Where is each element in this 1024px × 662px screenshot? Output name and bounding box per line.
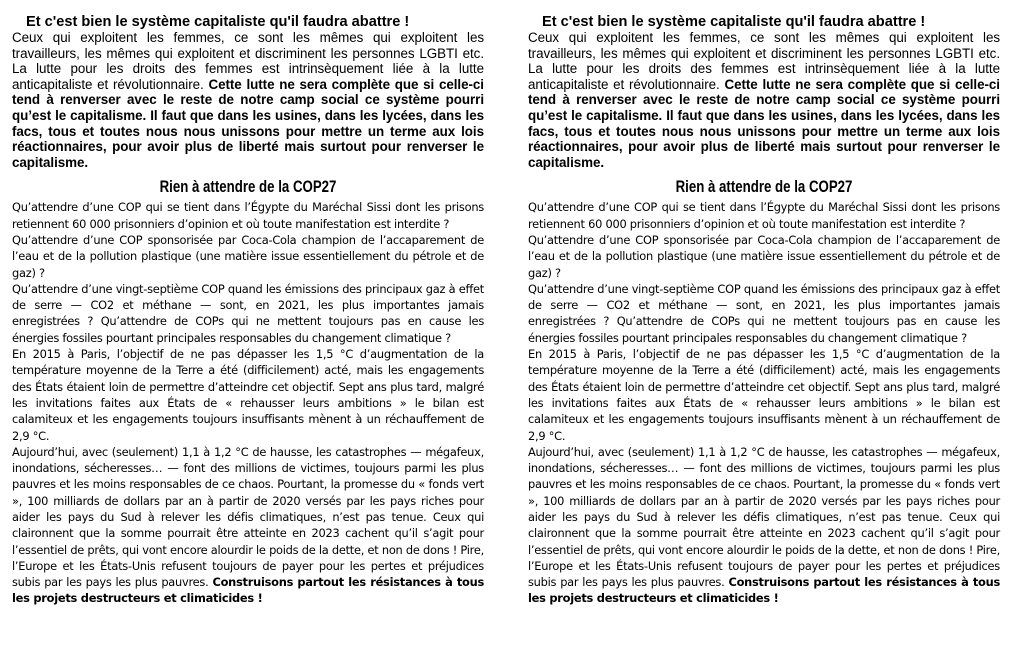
paragraph-final <box>528 444 1000 607</box>
final-text-plain: Aujourd’hui, avec (seulement) 1,1 à 1,2 °C de hausse, les catastrophes — mégafeux, inondations, sécheresses… — font des millions de victimes, toujours parmi les plus pauvres et les moins responsables de ce chaos. Pourtant, la promesse du « fonds vert », 100 milliards de dollars par an à partir de 2020 versés par les pays riches pour aider les pays du Sud à relever les défis climatiques, n’est pas tenue. Ceux qui claironnent que la somme pourrait être atteinte en 2023 cachent qu’il s’agit pour l’essentiel de prêts, qui vont encore alourdir le poids de la dette, et non de dons ! Pire, l’Europe et les États-Unis refusent toujours de payer pour les pertes et préjudices subis par les pays les plus pauvres. <box>12 444 484 590</box>
body-text-bold: Cette lutte ne sera complète que si celle-ci tend à renverser avec le reste de notre camp social ce système pourri qu’est le capitalisme. Il faut que dans les usines, dans les lycées, dans les facs, tous et toutes nous nous unissons pour mettre un terme aux lois réactionnaires, pour avoir plus de liberté mais surtout pour renverser le capitalisme. <box>528 76 1000 170</box>
section-body-capitalism <box>12 30 484 170</box>
section-title-capitalism: Et c'est bien le système capitaliste qu'il faudra abattre ! <box>542 14 926 30</box>
paragraph: Qu’attendre d’une COP sponsorisée par Coca-Cola champion de l’accaparement de l’eau et de la pollution plastique (une matière issue essentiellement du pétrole et de gaz) ? <box>12 232 484 280</box>
body-text-plain: Ceux qui exploitent les femmes, ce sont les mêmes qui exploitent les travailleurs, les mêmes qui exploitent et discriminent les personnes LGBTI etc. La lutte pour les droits des femmes est intrinsèquement liée à la lutte anticapitaliste et révolutionnaire. <box>528 30 1000 92</box>
leaflet-column-left <box>12 14 484 607</box>
section-cop27 <box>12 177 484 606</box>
section-body-cop27 <box>528 199 1000 606</box>
body-text-bold: Cette lutte ne sera complète que si celle-ci tend à renverser avec le reste de notre camp social ce système pourri qu’est le capitalisme. Il faut que dans les usines, dans les lycées, dans les facs, tous et toutes nous nous unissons pour mettre un terme aux lois réactionnaires, pour avoir plus de liberté mais surtout pour renverser le capitalisme. <box>12 76 484 170</box>
section-title-cop27: Rien à attendre de la COP27 <box>159 177 337 197</box>
section-body-capitalism <box>528 30 1000 170</box>
final-text-bold: Construisons partout les résistances à tous les projets destructeurs et climaticides ! <box>12 575 484 606</box>
paragraph: En 2015 à Paris, l’objectif de ne pas dépasser les 1,5 °C d’augmentation de la température moyenne de la Terre a été (difficilement) acté, mais les engagements des États étaient loin de permettre d’atteindre cet objectif. Sept ans plus tard, malgré les invitations faites aux États de « rehausser leurs ambitions » le bilan est calamiteux et les engagements toujours insuffisants mènent à un réchauffement de 2,9 °C. <box>12 347 484 443</box>
paragraph: Qu’attendre d’une vingt-septième COP quand les émissions des principaux gaz à effet de serre — CO2 et méthane — sont, en 2021, les plus importantes jamais enregistrées ? Qu’attendre de COPs qui ne mettent toujours pas en cause les énergies fossiles pourtant principales responsables du changement climatique ? <box>12 281 484 345</box>
paragraph: Qu’attendre d’une vingt-septième COP quand les émissions des principaux gaz à effet de serre — CO2 et méthane — sont, en 2021, les plus importantes jamais enregistrées ? Qu’attendre de COPs qui ne mettent toujours pas en cause les énergies fossiles pourtant principales responsables du changement climatique ? <box>528 281 1000 345</box>
paragraph-final <box>12 444 484 607</box>
paragraph: Qu’attendre d’une COP qui se tient dans l’Égypte du Maréchal Sissi dont les prisons retiennent 60 000 prisonniers d’opinion et où toute manifestation est interdite ? <box>12 200 484 231</box>
body-text-plain: Ceux qui exploitent les femmes, ce sont les mêmes qui exploitent les travailleurs, les mêmes qui exploitent et discriminent les personnes LGBTI etc. La lutte pour les droits des femmes est intrinsèquement liée à la lutte anticapitaliste et révolutionnaire. <box>12 30 484 92</box>
section-body-cop27 <box>12 199 484 606</box>
final-text-plain: Aujourd’hui, avec (seulement) 1,1 à 1,2 °C de hausse, les catastrophes — mégafeux, inondations, sécheresses… — font des millions de victimes, toujours parmi les plus pauvres et les moins responsables de ce chaos. Pourtant, la promesse du « fonds vert », 100 milliards de dollars par an à partir de 2020 versés par les pays riches pour aider les pays du Sud à relever les défis climatiques, n’est pas tenue. Ceux qui claironnent que la somme pourrait être atteinte en 2023 cachent qu’il s’agit pour l’essentiel de prêts, qui vont encore alourdir le poids de la dette, et non de dons ! Pire, l’Europe et les États-Unis refusent toujours de payer pour les pertes et préjudices subis par les pays les plus pauvres. <box>528 444 1000 590</box>
paragraph: Qu’attendre d’une COP qui se tient dans l’Égypte du Maréchal Sissi dont les prisons retiennent 60 000 prisonniers d’opinion et où toute manifestation est interdite ? <box>528 200 1000 231</box>
section-capitalism <box>12 14 484 170</box>
section-title-capitalism: Et c'est bien le système capitaliste qu'il faudra abattre ! <box>26 14 410 30</box>
final-text-bold: Construisons partout les résistances à tous les projets destructeurs et climaticides ! <box>528 575 1000 606</box>
leaflet-column-right <box>528 14 1000 607</box>
paragraph: Qu’attendre d’une COP sponsorisée par Coca-Cola champion de l’accaparement de l’eau et de la pollution plastique (une matière issue essentiellement du pétrole et de gaz) ? <box>528 232 1000 280</box>
section-title-cop27: Rien à attendre de la COP27 <box>675 177 853 197</box>
paragraph: En 2015 à Paris, l’objectif de ne pas dépasser les 1,5 °C d’augmentation de la température moyenne de la Terre a été (difficilement) acté, mais les engagements des États étaient loin de permettre d’atteindre cet objectif. Sept ans plus tard, malgré les invitations faites aux États de « rehausser leurs ambitions » le bilan est calamiteux et les engagements toujours insuffisants mènent à un réchauffement de 2,9 °C. <box>528 347 1000 443</box>
section-cop27 <box>528 177 1000 606</box>
section-capitalism <box>528 14 1000 170</box>
